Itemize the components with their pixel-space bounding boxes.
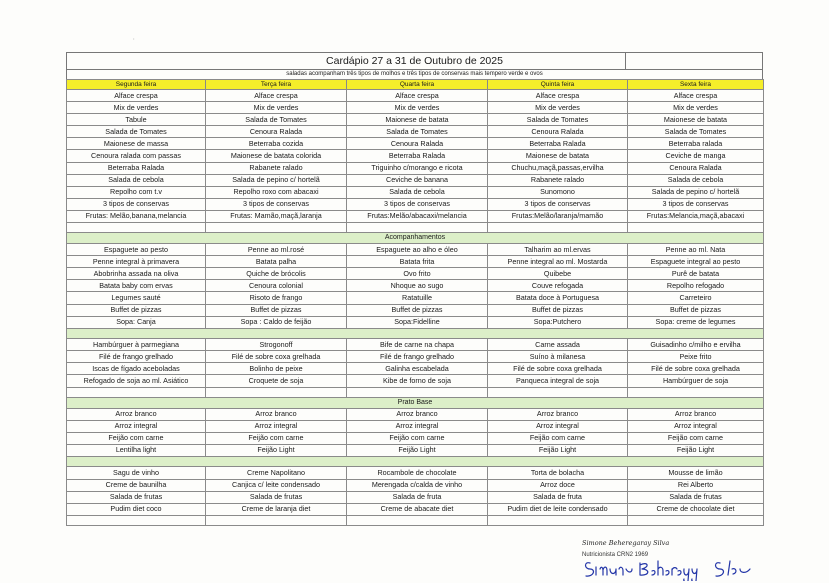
table-cell: Repolho refogado — [628, 280, 764, 292]
table-cell: Mix de verdes — [488, 102, 628, 114]
table-cell — [488, 223, 628, 233]
table-cell: Penne ao ml.rosé — [206, 244, 347, 256]
table-cell: Sunomono — [488, 186, 628, 198]
table-cell: Sagu de vinho — [67, 467, 206, 479]
table-cell: Hambúrguer de soja — [628, 375, 764, 387]
table-cell: Nhoque ao sugo — [347, 280, 488, 292]
table-cell: 3 tipos de conservas — [347, 198, 488, 210]
table-cell: Alface crespa — [206, 90, 347, 102]
table-cell: Quibebe — [488, 268, 628, 280]
table-cell: Cenoura ralada com passas — [67, 150, 206, 162]
table-cell: Canjica c/ leite condensado — [206, 479, 347, 491]
table-cell — [206, 387, 347, 397]
table-cell: Salada de fruta — [488, 491, 628, 503]
table-cell: Quiche de brócolis — [206, 268, 347, 280]
table-cell: Sopa: Canja — [67, 316, 206, 328]
table-cell — [347, 387, 488, 397]
table-cell: Filé de frango grelhado — [347, 351, 488, 363]
title-empty-cell — [625, 53, 762, 69]
table-cell: Mousse de limão — [628, 467, 764, 479]
table-cell: Arroz integral — [628, 420, 764, 432]
table-cell: Buffet de pizzas — [206, 304, 347, 316]
menu-table — [66, 79, 764, 526]
table-cell: Cenoura Ralada — [206, 126, 347, 138]
table-row — [67, 114, 764, 126]
table-cell: Maionese de batata — [628, 114, 764, 126]
table-row — [67, 244, 764, 256]
scan-speck: • — [133, 36, 135, 41]
table-cell: Galinha escabelada — [347, 363, 488, 375]
table-cell: Frutas: Mamão,maçã,laranja — [206, 210, 347, 222]
section-band — [67, 456, 764, 467]
table-cell: Mix de verdes — [347, 102, 488, 114]
section-band-prato-base — [67, 397, 764, 408]
signature-name: Simone Beheregaray Silva — [582, 539, 670, 547]
table-cell: Filé de sobre coxa grelhada — [206, 351, 347, 363]
table-row — [67, 280, 764, 292]
table-cell: Frutas: Melão,banana,melancia — [67, 210, 206, 222]
table-cell: Beterraba Ralada — [67, 162, 206, 174]
table-cell: Terça feira — [206, 80, 347, 90]
table-cell: Batata frita — [347, 256, 488, 268]
table-cell: Pudim diet de leite condensado — [488, 503, 628, 515]
table-cell — [67, 515, 206, 525]
table-row — [67, 316, 764, 328]
table-cell: Arroz branco — [67, 408, 206, 420]
table-cell: Creme Napolitano — [206, 467, 347, 479]
table-cell: Salada de pepino c/ hortelã — [628, 186, 764, 198]
table-cell — [628, 223, 764, 233]
table-cell: 3 tipos de conservas — [628, 198, 764, 210]
table-cell — [206, 223, 347, 233]
table-cell: Salada de cebola — [347, 186, 488, 198]
table-cell: Batata palha — [206, 256, 347, 268]
blank-row — [67, 387, 764, 397]
table-cell: Sopa:Fidelline — [347, 316, 488, 328]
table-cell: Rabanete ralado — [488, 174, 628, 186]
table-cell: Feijão com carne — [206, 432, 347, 444]
table-cell — [347, 223, 488, 233]
section-label: Acompanhamentos — [67, 233, 764, 244]
day-header-row — [67, 80, 764, 90]
table-cell: Abobrinha assada na oliva — [67, 268, 206, 280]
table-row — [67, 408, 764, 420]
table-row — [67, 198, 764, 210]
table-cell: Feijão com carne — [347, 432, 488, 444]
table-cell: Feijão Light — [628, 444, 764, 456]
table-cell: Arroz integral — [206, 420, 347, 432]
table-cell: Espaguete ao pesto — [67, 244, 206, 256]
table-cell: 3 tipos de conservas — [488, 198, 628, 210]
handwritten-signature — [580, 551, 780, 581]
table-cell: Arroz branco — [488, 408, 628, 420]
table-cell: Penne ao ml. Nata — [628, 244, 764, 256]
table-cell: Suíno à milanesa — [488, 351, 628, 363]
table-cell: Risoto de frango — [206, 292, 347, 304]
table-row — [67, 90, 764, 102]
table-cell: Frutas:Melão/abacaxi/melancia — [347, 210, 488, 222]
table-cell: Creme de abacate diet — [347, 503, 488, 515]
table-cell: Segunda feira — [67, 80, 206, 90]
table-row — [67, 479, 764, 491]
table-cell: Alface crespa — [347, 90, 488, 102]
table-cell: Frutas:Melão/laranja/mamão — [488, 210, 628, 222]
table-cell: Arroz branco — [628, 408, 764, 420]
table-cell: Cenoura colonial — [206, 280, 347, 292]
table-cell: Beterraba cozida — [206, 138, 347, 150]
table-cell: 3 tipos de conservas — [67, 198, 206, 210]
table-row — [67, 150, 764, 162]
blank-row — [67, 515, 764, 525]
table-row — [67, 503, 764, 515]
table-cell: Buffet de pizzas — [488, 304, 628, 316]
table-cell: Refogado de soja ao ml. Asiático — [67, 375, 206, 387]
table-cell: Peixe frito — [628, 351, 764, 363]
table-row — [67, 102, 764, 114]
table-row — [67, 186, 764, 198]
table-cell: Filé de sobre coxa grelhada — [628, 363, 764, 375]
table-cell: Batata doce à Portuguesa — [488, 292, 628, 304]
table-cell — [67, 387, 206, 397]
table-cell: Strogonoff — [206, 339, 347, 351]
table-cell: Penne integral ao ml. Mostarda — [488, 256, 628, 268]
table-cell: Chuchu,maçã,passas,ervilha — [488, 162, 628, 174]
table-cell: Panqueca integral de soja — [488, 375, 628, 387]
table-cell: Feijão Light — [347, 444, 488, 456]
table-cell: Maionese de batata — [347, 114, 488, 126]
table-cell: Creme de laranja diet — [206, 503, 347, 515]
table-cell — [206, 515, 347, 525]
table-cell: Salada de cebola — [67, 174, 206, 186]
table-cell: Frutas:Melancia,maçã,abacaxi — [628, 210, 764, 222]
table-cell: Maionese de massa — [67, 138, 206, 150]
table-cell: Ratatuille — [347, 292, 488, 304]
table-row — [67, 268, 764, 280]
menu-sheet — [66, 52, 763, 526]
table-cell: Ovo frito — [347, 268, 488, 280]
table-cell: Ceviche de banana — [347, 174, 488, 186]
table-row — [67, 467, 764, 479]
table-cell: Feijão Light — [488, 444, 628, 456]
table-cell: Espaguete ao alho e óleo — [347, 244, 488, 256]
table-cell: Cenoura Ralada — [488, 126, 628, 138]
table-cell: Feijão com carne — [628, 432, 764, 444]
table-cell: Penne integral à primavera — [67, 256, 206, 268]
table-cell: Creme de chocolate diet — [628, 503, 764, 515]
table-row — [67, 174, 764, 186]
table-cell: Repolho roxo com abacaxi — [206, 186, 347, 198]
table-row — [67, 256, 764, 268]
table-row — [67, 126, 764, 138]
table-cell: Cenoura Ralada — [347, 138, 488, 150]
table-row — [67, 351, 764, 363]
table-cell: Salada de Tomates — [206, 114, 347, 126]
section-label: Prato Base — [67, 397, 764, 408]
table-cell: Espaguete integral ao pesto — [628, 256, 764, 268]
table-cell: Arroz integral — [347, 420, 488, 432]
table-cell: Beterraba Ralada — [488, 138, 628, 150]
table-cell: Salada de frutas — [206, 491, 347, 503]
table-cell: Sopa: creme de legumes — [628, 316, 764, 328]
table-cell: Quinta feira — [488, 80, 628, 90]
table-row — [67, 339, 764, 351]
table-cell: Arroz doce — [488, 479, 628, 491]
table-cell: Iscas de fígado aceboladas — [67, 363, 206, 375]
table-row — [67, 375, 764, 387]
table-cell: Salada de Tomates — [488, 114, 628, 126]
signature-crn: Nutricionista CRN2 1969 — [582, 552, 649, 558]
table-cell: Arroz branco — [206, 408, 347, 420]
table-cell: Feijão Light — [206, 444, 347, 456]
table-row — [67, 420, 764, 432]
table-cell: Salada de pepino c/ hortelã — [206, 174, 347, 186]
table-cell: Merengada c/calda de vinho — [347, 479, 488, 491]
table-cell: Tabule — [67, 114, 206, 126]
table-cell: Guisadinho c/milho e ervilha — [628, 339, 764, 351]
table-cell: Cenoura Ralada — [628, 162, 764, 174]
table-row — [67, 304, 764, 316]
table-row — [67, 138, 764, 150]
table-cell: Salada de frutas — [628, 491, 764, 503]
table-row — [67, 444, 764, 456]
table-cell: Purê de batata — [628, 268, 764, 280]
table-cell: Pudim diet coco — [67, 503, 206, 515]
table-cell: Rocambole de chocolate — [347, 467, 488, 479]
table-cell: Carne assada — [488, 339, 628, 351]
table-cell — [628, 515, 764, 525]
table-row — [67, 162, 764, 174]
table-row — [67, 363, 764, 375]
table-cell — [488, 387, 628, 397]
table-cell — [67, 223, 206, 233]
table-cell: Beterraba ralada — [628, 138, 764, 150]
table-cell: Legumes sauté — [67, 292, 206, 304]
table-cell: Lentilha light — [67, 444, 206, 456]
table-cell: Salada de cebola — [628, 174, 764, 186]
table-cell: Salada de Tomates — [347, 126, 488, 138]
table-cell: Talharim ao ml.ervas — [488, 244, 628, 256]
table-cell: Feijão com carne — [67, 432, 206, 444]
table-row — [67, 210, 764, 222]
table-cell: Salada de fruta — [347, 491, 488, 503]
table-cell: Salada de frutas — [67, 491, 206, 503]
table-cell: Arroz branco — [347, 408, 488, 420]
table-cell: Hambúrguer à parmegiana — [67, 339, 206, 351]
table-cell: Maionese de batata — [488, 150, 628, 162]
table-cell: Bolinho de peixe — [206, 363, 347, 375]
table-cell: Kibe de forno de soja — [347, 375, 488, 387]
page-subtitle: saladas acompanham três tipos de molhos e três tipos de conservas mais tempero verde e ovos — [66, 69, 763, 79]
table-cell: Filé de frango grelhado — [67, 351, 206, 363]
table-cell: Beterraba Ralada — [347, 150, 488, 162]
table-cell: Couve refogada — [488, 280, 628, 292]
table-cell: Carreteiro — [628, 292, 764, 304]
table-row — [67, 292, 764, 304]
table-cell: Feijão com carne — [488, 432, 628, 444]
table-cell: Buffet de pizzas — [628, 304, 764, 316]
table-cell — [347, 515, 488, 525]
table-cell: Mix de verdes — [628, 102, 764, 114]
table-cell: Mix de verdes — [67, 102, 206, 114]
table-cell: Quarta feira — [347, 80, 488, 90]
table-cell — [488, 515, 628, 525]
title-row — [66, 52, 763, 69]
table-cell: Ceviche de manga — [628, 150, 764, 162]
table-cell: Filé de sobre coxa grelhada — [488, 363, 628, 375]
table-cell: Alface crespa — [628, 90, 764, 102]
table-cell: Creme de baunilha — [67, 479, 206, 491]
section-label — [67, 456, 764, 467]
table-cell: Salada de Tomates — [67, 126, 206, 138]
table-cell: Torta de bolacha — [488, 467, 628, 479]
table-cell: Sopa : Caldo de feijão — [206, 316, 347, 328]
table-cell: Sexta feira — [628, 80, 764, 90]
table-cell: Alface crespa — [488, 90, 628, 102]
table-cell: Alface crespa — [67, 90, 206, 102]
table-cell: Salada de Tomates — [628, 126, 764, 138]
table-cell: Triguinho c/morango e ricota — [347, 162, 488, 174]
table-cell: Repolho com t.v — [67, 186, 206, 198]
table-cell: Rei Alberto — [628, 479, 764, 491]
table-row — [67, 432, 764, 444]
table-cell: Batata baby com ervas — [67, 280, 206, 292]
table-cell — [628, 387, 764, 397]
table-cell: Bife de carne na chapa — [347, 339, 488, 351]
table-cell: 3 tipos de conservas — [206, 198, 347, 210]
table-cell: Buffet de pizzas — [347, 304, 488, 316]
section-label — [67, 328, 764, 339]
section-band-acompanhamentos — [67, 233, 764, 244]
table-cell: Mix de verdes — [206, 102, 347, 114]
table-cell: Buffet de pizzas — [67, 304, 206, 316]
page-title: Cardápio 27 a 31 de Outubro de 2025 — [326, 55, 503, 67]
table-cell: Arroz integral — [67, 420, 206, 432]
section-band — [67, 328, 764, 339]
table-cell: Sopa:Putchero — [488, 316, 628, 328]
table-row — [67, 491, 764, 503]
table-cell: Maionese de batata colorida — [206, 150, 347, 162]
table-cell: Rabanete ralado — [206, 162, 347, 174]
table-cell: Arroz integral — [488, 420, 628, 432]
table-cell: Croquete de soja — [206, 375, 347, 387]
blank-row — [67, 223, 764, 233]
